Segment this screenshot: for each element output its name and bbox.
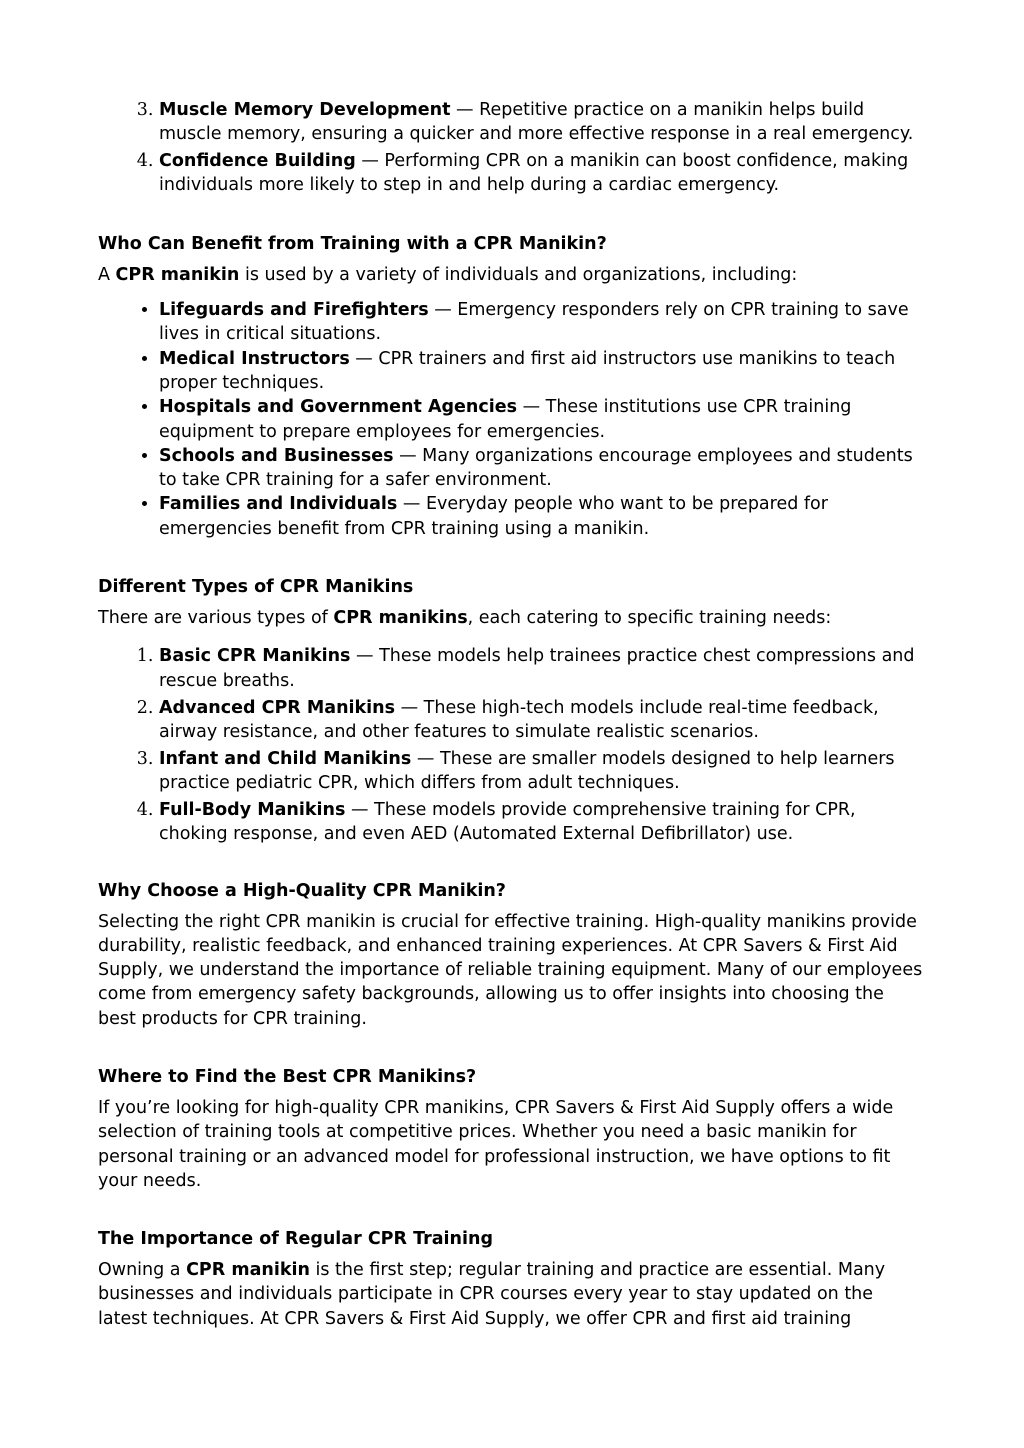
list-item-text: — These high-tech models include real-time feedback, airway resistance, and other features to simulate realistic scenarios. — [159, 697, 879, 742]
section-intro-benefit — [98, 263, 926, 287]
list-item — [159, 747, 926, 796]
list-item-term: Infant and Child Manikins — [159, 748, 412, 769]
list-item-text: — These are smaller models designed to help learners practice pediatric CPR, which differs from adult techniques. — [159, 748, 895, 794]
list-item-term: Basic CPR Manikins — [159, 646, 351, 667]
list-item-term: Advanced CPR Manikins — [159, 697, 396, 718]
list-item-text: — These models help trainees practice chest compressions and rescue breaths. — [159, 646, 915, 691]
list-item — [159, 149, 926, 198]
list-item — [159, 444, 926, 493]
list-item-text: — Performing CPR on a manikin can boost confidence, making individuals more likely to step in and help during a cardiac emergency. — [159, 151, 909, 196]
benefit-list — [98, 298, 926, 541]
list-item — [159, 298, 926, 347]
list-item-term: Schools and Businesses — [159, 445, 394, 466]
section-body-why: Selecting the right CPR manikin is crucial for effective training. High-quality manikins provide durability, realistic feedback, and enhanced training experiences. At CPR Savers & First Aid Supply, we understand the importance of reliable training equipment. Many of our employees come from emergency safety backgrounds, allowing us to offer insights into choosing the best products for CPR training. — [98, 911, 923, 1029]
list-item — [159, 347, 926, 396]
section-body-where: If you’re looking for high-quality CPR manikins, CPR Savers & First Aid Supply offers a wide selection of training tools at competitive prices. Whether you need a basic manikin for personal training or an advanced model for professional instruction, we have options to fit your needs. — [98, 1097, 894, 1191]
list-item-term: Hospitals and Government Agencies — [159, 397, 518, 418]
list-item-term: Confidence Building — [159, 151, 356, 172]
document-page — [98, 98, 926, 1331]
benefits-list-continued — [98, 98, 926, 198]
list-item-term: Lifeguards and Firefighters — [159, 300, 429, 321]
section-body-regular — [98, 1258, 926, 1331]
intro-text: There are various types of — [98, 608, 334, 629]
list-item-text: — These institutions use CPR training equipment to prepare employees for emergencies. — [159, 397, 852, 442]
list-item-text: — Everyday people who want to be prepared for emergencies benefit from CPR training using a manikin. — [159, 494, 828, 539]
list-item — [159, 644, 926, 693]
intro-bold: CPR manikins — [333, 608, 468, 629]
list-item — [159, 98, 926, 147]
section-heading-types: Different Types of CPR Manikins — [98, 577, 414, 598]
body-text: Owning a — [98, 1260, 187, 1281]
section-heading-why: Why Choose a High-Quality CPR Manikin? — [98, 880, 506, 901]
list-item-text: — Repetitive practice on a manikin helps build muscle memory, ensuring a quicker and more effective response in a real emergency. — [159, 100, 914, 145]
list-item — [159, 492, 926, 541]
section-intro-types — [98, 606, 926, 630]
list-item-term: Medical Instructors — [159, 348, 350, 369]
list-item-text: — Emergency responders rely on CPR training to save lives in critical situations. — [159, 300, 909, 345]
intro-text: A — [98, 264, 116, 285]
intro-text: is used by a variety of individuals and organizations, including: — [239, 264, 798, 285]
list-item-text: — CPR trainers and first aid instructors use manikins to teach proper techniques. — [159, 348, 896, 393]
section-heading-regular: The Importance of Regular CPR Training — [98, 1229, 493, 1250]
body-text: is the first step; regular training and practice are essential. Many businesses and individuals participate in CPR courses every year to stay updated on the latest techniques. At CPR Savers & First Aid Supply, we offer CPR and first aid training — [98, 1260, 886, 1329]
list-item — [159, 798, 926, 847]
list-item-text: — These models provide comprehensive training for CPR, choking response, and even AED (Automated External Defibrillator) use. — [159, 799, 856, 845]
body-bold: CPR manikin — [186, 1260, 310, 1281]
list-item — [159, 395, 926, 444]
list-item-term: Full-Body Manikins — [159, 799, 346, 820]
intro-bold: CPR manikin — [115, 264, 240, 285]
section-heading-where: Where to Find the Best CPR Manikins? — [98, 1066, 477, 1087]
list-item-term: Muscle Memory Development — [159, 100, 451, 120]
list-item-term: Families and Individuals — [159, 494, 398, 515]
intro-text: , each catering to specific training needs: — [467, 608, 832, 629]
types-list — [98, 644, 926, 846]
list-item — [159, 696, 926, 745]
list-item-text: — Many organizations encourage employees and students to take CPR training for a safer environment. — [159, 445, 913, 491]
section-heading-benefit: Who Can Benefit from Training with a CPR Manikin? — [98, 233, 607, 254]
